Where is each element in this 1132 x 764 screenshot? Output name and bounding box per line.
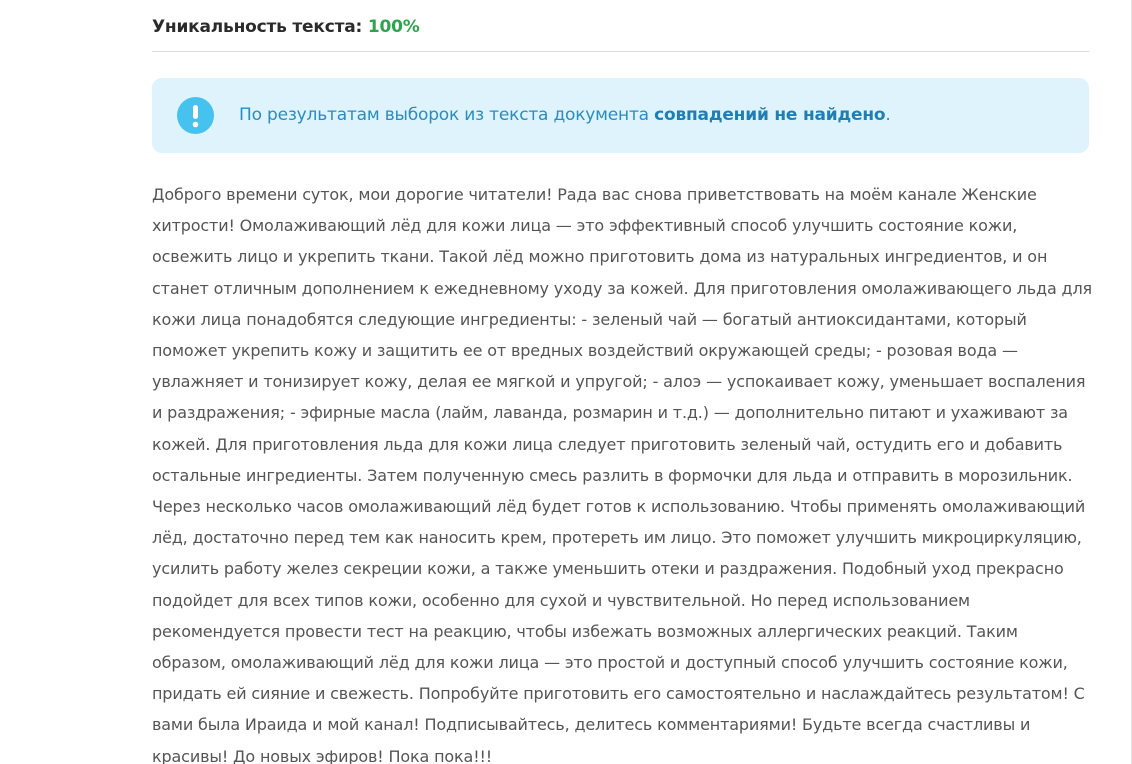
notice-text-bold: совпадений не найдено <box>654 105 886 125</box>
uniqueness-row <box>152 0 1089 52</box>
article-text: Доброго времени суток, мои дорогие читатели! Рада вас снова приветствовать на моём канале Женские хитрости! Омолаживающий лёд для кожи лица — это эффективный способ улучшить состояние кожи, освежить лицо и укрепить ткани. Такой лёд можно приготовить дома из натуральных ингредиентов, и он станет отличным дополнением к ежедневному уходу за кожей. Для приготовления омолаживающего льда для кожи лица понадобятся следующие ингредиенты: - зеленый чай — богатый антиоксидантами, который поможет укрепить кожу и защитить ее от вредных воздействий окружающей среды; - розовая вода — увлажняет и тонизирует кожу, делая ее мягкой и упругой; - алоэ — успокаивает кожу, уменьшает воспаления и раздражения; - эфирные масла (лайм, лаванда, розмарин и т.д.) — дополнительно питают и ухаживают за кожей. Для приготовления льда для кожи лица следует приготовить зеленый чай, остудить его и добавить остальные ингредиенты. Затем полученную смесь разлить в формочки для льда и отправить в морозильник. Через несколько часов омолаживающий лёд будет готов к использованию. Чтобы применять омолаживающий лёд, достаточно перед тем как наносить крем, протереть им лицо. Это поможет улучшить микроциркуляцию, усилить работу желез секреции кожи, а также уменьшить отеки и раздражения. Подобный уход прекрасно подойдет для всех типов кожи, особенно для сухой и чувствительной. Но перед использованием рекомендуется провести тест на реакцию, чтобы избежать возможных аллергических реакций. Таким образом, омолаживающий лёд для кожи лица — это простой и доступный способ улучшить состояние кожи, придать ей сияние и свежесть. Попробуйте приготовить его самостоятельно и наслаждайтесь результатом! С вами была Ираида и мой канал! Подписывайтесь, делитесь комментариями! Будьте всегда счастливы и красивы! До новых эфиров! Пока пока!!! <box>152 185 1093 764</box>
content-area <box>152 0 1093 764</box>
notice-message <box>239 105 891 125</box>
notice-box <box>152 78 1089 153</box>
notice-text-after: . <box>885 105 891 125</box>
uniqueness-label: Уникальность текста: <box>152 17 363 37</box>
notice-text-before: По результатам выборок из текста документа <box>239 105 655 125</box>
exclamation-icon <box>177 97 214 134</box>
uniqueness-value: 100% <box>367 17 420 37</box>
